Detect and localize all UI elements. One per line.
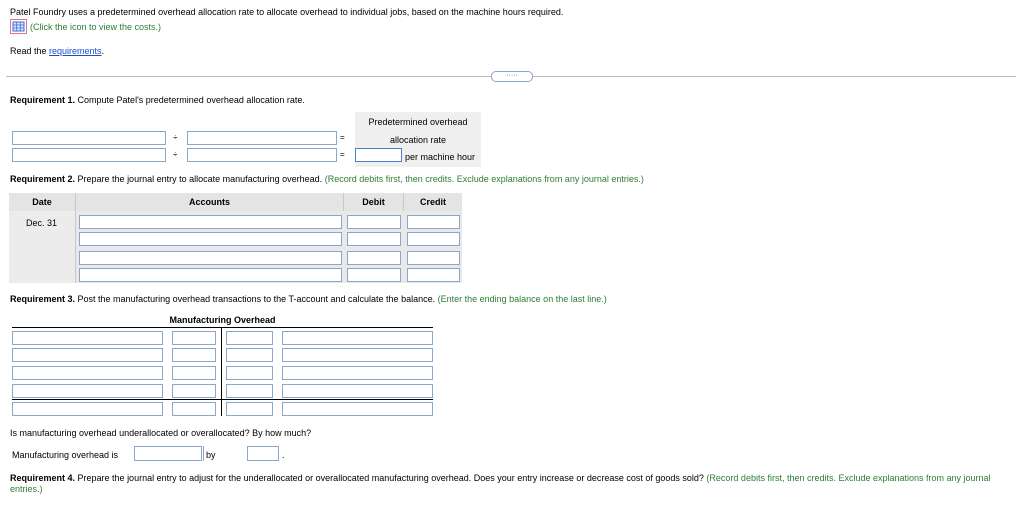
req1-row2-divide: ÷ bbox=[173, 150, 178, 159]
req1-header-line1: Predetermined overhead bbox=[368, 117, 468, 127]
t-left-row1-account[interactable] bbox=[12, 331, 163, 345]
req4-heading bbox=[10, 473, 1000, 495]
req4-instruction: (Record debits first, then credits. Exclude explanations from any journal entries.) bbox=[10, 473, 991, 494]
req1-header-line2: allocation rate bbox=[389, 135, 447, 145]
journal-row2-debit[interactable] bbox=[347, 232, 401, 246]
req2-instruction: (Record debits first, then credits. Exclude explanations from any journal entries.) bbox=[324, 174, 644, 184]
req3-heading bbox=[10, 294, 607, 304]
t-right-row1-amount[interactable] bbox=[226, 331, 273, 345]
t-right-row4-account[interactable] bbox=[282, 384, 433, 398]
req1-rate-input[interactable] bbox=[355, 148, 402, 162]
allocation-question: Is manufacturing overhead underallocated or overallocated? By how much? bbox=[10, 428, 312, 438]
read-prefix: Read the bbox=[10, 46, 50, 56]
req2-text: Prepare the journal entry to allocate manufacturing overhead. bbox=[75, 174, 323, 184]
t-balance-right-account[interactable] bbox=[282, 402, 433, 416]
journal-row1-account[interactable] bbox=[79, 215, 342, 229]
t-left-row3-account[interactable] bbox=[12, 366, 163, 380]
req1-row2-denominator-input[interactable] bbox=[187, 148, 337, 162]
journal-row1-debit[interactable] bbox=[347, 215, 401, 229]
req1-row2-equals: = bbox=[340, 150, 345, 159]
req2-heading bbox=[10, 174, 644, 184]
t-right-row2-account[interactable] bbox=[282, 348, 433, 362]
t-balance-left-amount[interactable] bbox=[172, 402, 216, 416]
t-balance-right-amount[interactable] bbox=[226, 402, 273, 416]
t-left-row2-account[interactable] bbox=[12, 348, 163, 362]
req4-text: Prepare the journal entry to adjust for the underallocated or overallocated manufacturing overhead. Does your entry increase or decrease cost of goods sold? bbox=[75, 473, 704, 483]
req1-row1-denominator-input[interactable] bbox=[187, 131, 337, 145]
journal-row4-debit[interactable] bbox=[347, 268, 401, 282]
t-left-row4-account[interactable] bbox=[12, 384, 163, 398]
col-date: Date bbox=[9, 193, 76, 211]
req2-label: Requirement 2. bbox=[10, 174, 76, 184]
req1-text: Compute Patel's predetermined overhead allocation rate. bbox=[75, 95, 305, 105]
req1-label: Requirement 1. bbox=[10, 95, 76, 105]
t-account-title: Manufacturing Overhead bbox=[169, 315, 276, 325]
t-right-row3-amount[interactable] bbox=[226, 366, 273, 380]
t-left-row1-amount[interactable] bbox=[172, 331, 216, 345]
req1-row1-divide: ÷ bbox=[173, 133, 178, 142]
req3-text: Post the manufacturing overhead transactions to the T-account and calculate the balance. bbox=[75, 294, 436, 304]
journal-row3-debit[interactable] bbox=[347, 251, 401, 265]
journal-row4-account[interactable] bbox=[79, 268, 342, 282]
col-debit: Debit bbox=[344, 193, 404, 211]
t-right-row1-account[interactable] bbox=[282, 331, 433, 345]
journal-row3-credit[interactable] bbox=[407, 251, 460, 265]
req1-row1-numerator-input[interactable] bbox=[12, 131, 166, 145]
t-left-row3-amount[interactable] bbox=[172, 366, 216, 380]
date-value: Dec. 31 bbox=[26, 218, 58, 228]
allocation-amount-input[interactable] bbox=[247, 446, 279, 461]
req3-instruction: (Enter the ending balance on the last line.) bbox=[437, 294, 607, 304]
req1-heading bbox=[10, 95, 305, 105]
read-requirements bbox=[10, 46, 104, 56]
t-right-row2-amount[interactable] bbox=[226, 348, 273, 362]
t-right-row3-account[interactable] bbox=[282, 366, 433, 380]
req3-label: Requirement 3. bbox=[10, 294, 76, 304]
t-left-row4-amount[interactable] bbox=[172, 384, 216, 398]
req1-row2-numerator-input[interactable] bbox=[12, 148, 166, 162]
journal-row2-credit[interactable] bbox=[407, 232, 460, 246]
icon-hint: (Click the icon to view the costs.) bbox=[30, 22, 162, 32]
col-accounts: Accounts bbox=[76, 193, 344, 211]
journal-row2-account[interactable] bbox=[79, 232, 342, 246]
req1-row1-equals: = bbox=[340, 133, 345, 142]
t-left-row2-amount[interactable] bbox=[172, 348, 216, 362]
allocation-by: by bbox=[206, 450, 216, 460]
allocation-type-select[interactable] bbox=[134, 446, 202, 461]
t-right-row4-amount[interactable] bbox=[226, 384, 273, 398]
req4-label: Requirement 4. bbox=[10, 473, 76, 483]
t-balance-left-account[interactable] bbox=[12, 402, 163, 416]
col-credit: Credit bbox=[404, 193, 462, 211]
expand-button[interactable]: ····· bbox=[491, 71, 533, 82]
intro-text: Patel Foundry uses a predetermined overhead allocation rate to allocate overhead to individual jobs, based on the machine hours required. bbox=[10, 7, 564, 17]
t-account-balance-line bbox=[12, 399, 433, 400]
journal-row4-credit[interactable] bbox=[407, 268, 460, 282]
t-account-center-line bbox=[221, 327, 222, 416]
allocation-period: . bbox=[282, 450, 285, 460]
allocation-divider bbox=[203, 446, 204, 461]
allocation-prefix: Manufacturing overhead is bbox=[12, 450, 119, 460]
req1-unit: per machine hour bbox=[405, 152, 476, 162]
journal-row1-credit[interactable] bbox=[407, 215, 460, 229]
requirements-link[interactable]: requirements bbox=[49, 46, 102, 56]
t-account-top-line bbox=[12, 327, 433, 328]
journal-row3-account[interactable] bbox=[79, 251, 342, 265]
read-suffix: . bbox=[101, 46, 105, 56]
data-table-icon[interactable] bbox=[10, 19, 27, 34]
